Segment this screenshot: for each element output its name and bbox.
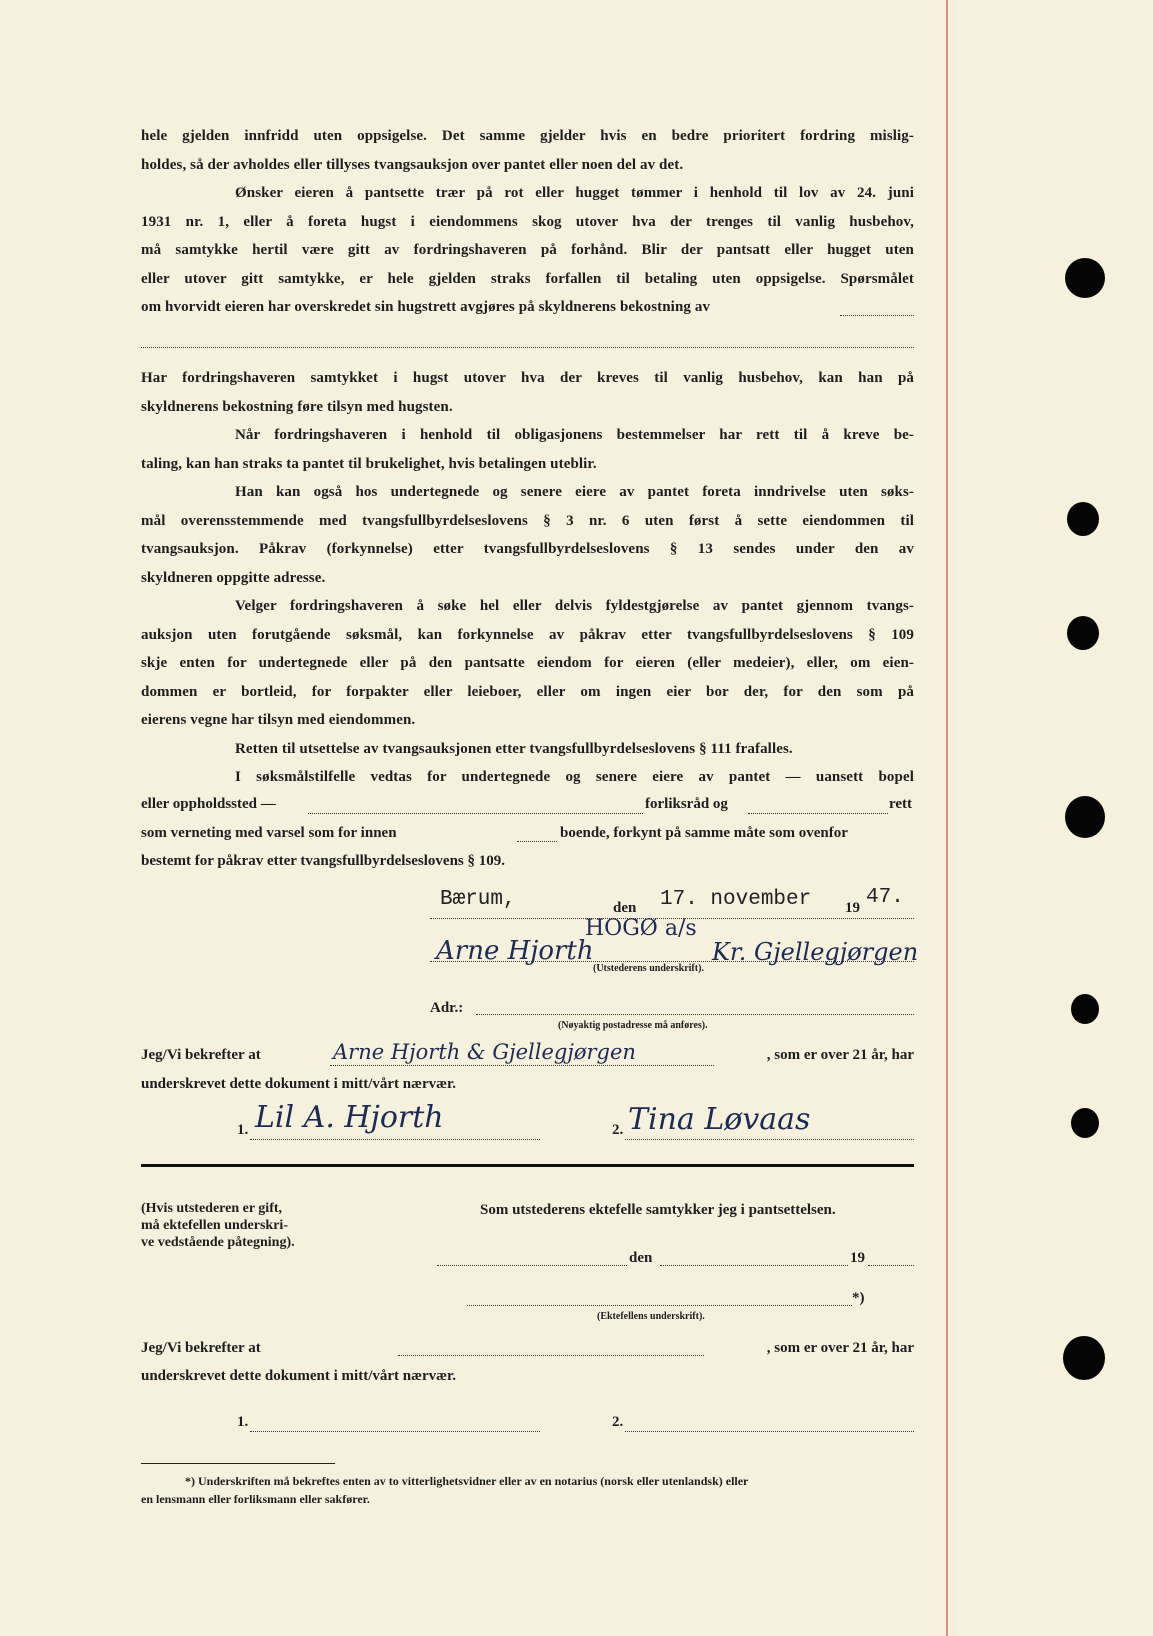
signing-place: Bærum, bbox=[440, 888, 516, 911]
punch-hole-2 bbox=[1067, 502, 1099, 536]
spouse-den-label: den bbox=[629, 1250, 653, 1266]
hugst-blank-line-2 bbox=[141, 347, 914, 348]
witness-1-prefix: Jeg/Vi bekrefter at bbox=[141, 1047, 261, 1063]
witness-2-line2: underskrevet dette dokument i mitt/vårt nærvær. bbox=[141, 1368, 456, 1384]
body-line: Har fordringshaveren samtykket i hugst utover hva der kreves til vanlig husbehov, kan han på bbox=[141, 370, 914, 386]
signing-date: 17. november bbox=[660, 888, 812, 911]
punch-hole-4 bbox=[1065, 796, 1105, 838]
body-line: Han kan også hos undertegnede og senere eiere av pantet foreta inndrivelse uten søks- bbox=[235, 484, 914, 500]
witness-1-line-1 bbox=[250, 1139, 540, 1140]
body-line: hele gjelden innfridd uten oppsigelse. Det samme gjelder hvis en bedre prioritert fordring mislig- bbox=[141, 128, 914, 144]
body-line: mål overensstemmende med tvangsfullbyrdelseslovens § 3 nr. 6 uten først å sette eiendommen til bbox=[141, 512, 914, 529]
body-line: eller utover gitt samtykke, er hele gjelden straks forfallen til betaling uten oppsigelse. Spørsmålet bbox=[141, 270, 914, 287]
witness-2-line-2 bbox=[625, 1431, 914, 1432]
adr-label: Adr.: bbox=[430, 1000, 464, 1016]
venue-text-4: som verneting med varsel som for innen bbox=[141, 825, 397, 841]
den-label: den bbox=[613, 900, 637, 916]
signature-caption: (Utstederens underskrift). bbox=[593, 963, 704, 974]
witness-2-name-blank bbox=[398, 1355, 704, 1356]
body-line: skje enten for undertegnede eller på den pantsatte eiendom for eieren (eller medeier), eller, om eien- bbox=[141, 655, 914, 671]
body-line: holdes, så der avholdes eller tillyses tvangsauksjon over pantet eller noen del av det. bbox=[141, 156, 684, 173]
witness-1-num2: 2. bbox=[612, 1122, 624, 1138]
witness-1-suffix: , som er over 21 år, har bbox=[766, 1047, 914, 1063]
venue-blank-1 bbox=[308, 813, 643, 814]
body-line: Ønsker eieren å pantsette trær på rot eller hugget tømmer i henhold til lov av 24. juni bbox=[235, 185, 914, 201]
signature-line bbox=[430, 961, 914, 962]
footnote-line: en lensmann eller forliksmann eller sakfører. bbox=[141, 1492, 370, 1506]
body-line: Retten til utsettelse av tvangsauksjonen etter tvangsfullbyrdelseslovens § 111 frafalles. bbox=[235, 740, 793, 757]
body-line: om hvorvidt eieren har overskredet sin hugstrett avgjøres på skyldnerens bekostning av bbox=[141, 299, 711, 315]
punch-hole-5 bbox=[1071, 994, 1099, 1024]
spouse-note-line: ve vedstående påtegning). bbox=[141, 1235, 295, 1250]
spouse-consent-text: Som utstederens ektefelle samtykker jeg i pantsettelsen. bbox=[480, 1202, 836, 1218]
spouse-sig-mark: *) bbox=[852, 1290, 865, 1306]
spouse-date-blank bbox=[660, 1265, 848, 1266]
body-line: Velger fordringshaveren å søke hel eller delvis fyldestgjørelse av pantet gjennom tvangs- bbox=[235, 598, 914, 614]
spouse-note-line: (Hvis utstederen er gift, bbox=[141, 1201, 283, 1216]
witness-2-num1: 1. bbox=[237, 1414, 249, 1430]
witness-2-line-1 bbox=[250, 1431, 540, 1432]
footnote-rule bbox=[141, 1463, 335, 1464]
spouse-year-prefix: 19 bbox=[850, 1250, 865, 1266]
venue-blank-3 bbox=[517, 841, 557, 842]
witness-2-num2: 2. bbox=[612, 1414, 624, 1430]
body-block-2 bbox=[141, 364, 914, 792]
year-prefix: 19 bbox=[845, 900, 860, 916]
body-line: må samtykke hertil være gitt av fordringshaveren på forhånd. Blir der pantsatt eller hugget uten bbox=[141, 242, 914, 258]
venue-text-6: bestemt for påkrav etter tvangsfullbyrdelseslovens § 109. bbox=[141, 853, 505, 869]
body-line: eierens vegne har tilsyn med eiendommen. bbox=[141, 712, 416, 728]
spouse-signature-line bbox=[467, 1305, 852, 1306]
spouse-note bbox=[141, 1200, 295, 1251]
hogo-handwritten-note: HOGØ a/s bbox=[585, 916, 697, 941]
body-line: taling, kan han straks ta pantet til brukelighet, hvis betalingen uteblir. bbox=[141, 455, 597, 472]
witness-1-name-blank bbox=[330, 1065, 714, 1066]
adr-blank bbox=[476, 1014, 914, 1015]
witness-1-line2: underskrevet dette dokument i mitt/vårt nærvær. bbox=[141, 1076, 456, 1092]
witness-1-line-2 bbox=[625, 1139, 914, 1140]
witness-1-attested-names: Arne Hjorth & Gjellegjørgen bbox=[333, 1040, 636, 1064]
spouse-year-blank bbox=[868, 1265, 914, 1266]
footnote-line: *) Underskriften må bekreftes enten av to vitterlighetsvidner eller av en notarius (norsk eller utenlandsk) eller bbox=[185, 1474, 749, 1488]
body-line: Når fordringshaveren i henhold til obligasjonens bestemmelser har rett til å kreve be- bbox=[235, 427, 914, 443]
witness-2-suffix: , som er over 21 år, har bbox=[766, 1340, 914, 1356]
body-block-1 bbox=[141, 122, 914, 322]
footnote bbox=[141, 1472, 914, 1508]
body-line: skyldneren oppgitte adresse. bbox=[141, 569, 326, 586]
adr-caption: (Nøyaktig postadresse må anføres). bbox=[558, 1020, 708, 1031]
venue-text-5: boende, forkynt på samme måte som ovenfor bbox=[560, 825, 848, 841]
punch-hole-1 bbox=[1065, 258, 1105, 298]
issuer-signature-2: Kr. Gjellegjørgen bbox=[712, 938, 919, 966]
body-line: dommen er bortleid, for forpakter eller leieboer, eller om ingen eier bor der, for den som på bbox=[141, 683, 914, 700]
body-line: skyldnerens bekostning føre tilsyn med hugsten. bbox=[141, 398, 453, 415]
venue-text-2: forliksråd og bbox=[645, 796, 728, 812]
section-divider bbox=[141, 1164, 914, 1167]
body-line: 1931 nr. 1, eller å foreta hugst i eiendommens skog utover hva der trenges til vanlig husbehov, bbox=[141, 213, 914, 230]
punch-hole-7 bbox=[1063, 1336, 1105, 1380]
witness-1-num1: 1. bbox=[237, 1122, 249, 1138]
hugst-blank-line-1 bbox=[840, 315, 914, 316]
witness-2-prefix: Jeg/Vi bekrefter at bbox=[141, 1340, 261, 1356]
witness-1-signature-2: Tina Løvaas bbox=[628, 1102, 811, 1137]
spouse-place-blank bbox=[437, 1265, 627, 1266]
red-margin-line bbox=[946, 0, 948, 1636]
year-suffix: 47. bbox=[866, 886, 904, 909]
body-line: auksjon uten forutgående søksmål, kan forkynnelse av påkrav etter tvangsfullbyrdelseslovens § 109 bbox=[141, 626, 914, 643]
venue-text-3: rett bbox=[889, 796, 913, 812]
punch-hole-6 bbox=[1071, 1108, 1099, 1138]
body-line: I søksmålstilfelle vedtas for undertegnede og senere eiere av pantet — uansett bopel bbox=[235, 769, 914, 785]
issuer-signature-1: Arne Hjorth bbox=[436, 936, 594, 966]
spouse-note-line: må ektefellen underskri- bbox=[141, 1218, 288, 1233]
spouse-sig-caption: (Ektefellens underskrift). bbox=[597, 1311, 705, 1322]
body-line: tvangsauksjon. Påkrav (forkynnelse) etter tvangsfullbyrdelseslovens § 13 sendes under den av bbox=[141, 541, 914, 557]
venue-blank-2 bbox=[748, 813, 888, 814]
punch-hole-3 bbox=[1067, 616, 1099, 650]
witness-1-signature-1: Lil A. Hjorth bbox=[255, 1100, 444, 1135]
venue-text-1: eller oppholdssted — bbox=[141, 796, 276, 812]
